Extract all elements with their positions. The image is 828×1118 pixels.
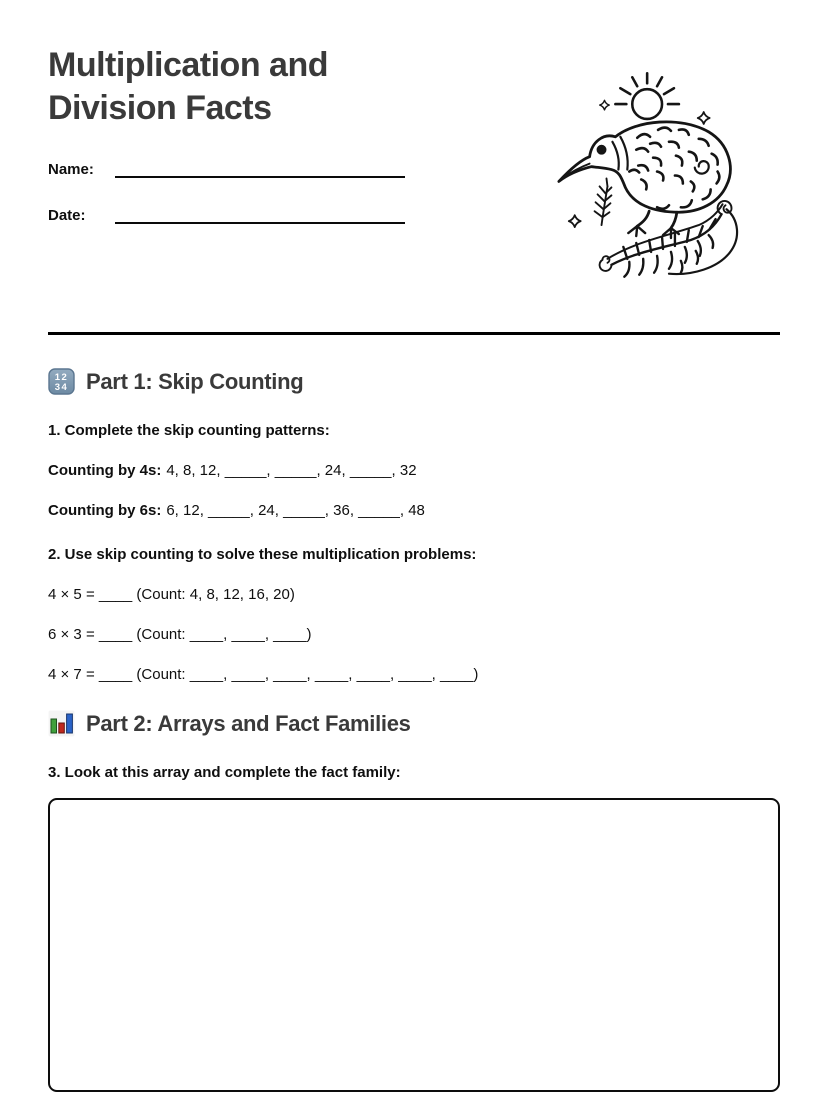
name-write-line (115, 157, 405, 178)
problem-4x5: 4 × 5 = ____ (Count: 4, 8, 12, 16, 20) (48, 586, 295, 603)
page-title (48, 0, 478, 129)
sun-icon (615, 73, 678, 119)
page-title-line2: Division Facts (48, 88, 272, 127)
kiwi-neck-stripes (612, 137, 627, 170)
part2-heading-text: Part 2: Arrays and Fact Families (86, 710, 411, 736)
question-1: 1. Complete the skip counting patterns: (48, 422, 330, 439)
svg-text:12: 12 (54, 372, 69, 383)
name-label: Name: (48, 161, 94, 178)
fern-sprig (595, 178, 612, 225)
counting-by-4s-sequence: 4, 8, 12, _____, _____, 24, _____, 32 (166, 462, 417, 479)
date-write-line (115, 203, 405, 224)
svg-text:34: 34 (54, 382, 69, 393)
problem-4x7: 4 × 7 = ____ (Count: ____, ____, ____, ____, ____, ____, ____) (48, 666, 479, 683)
bar-chart-icon (48, 710, 75, 737)
question-3: 3. Look at this array and complete the fact family: (48, 764, 401, 781)
page-title-line1: Multiplication and (48, 46, 328, 84)
counting-by-6s-row (48, 502, 780, 519)
problem-6x3: 6 × 3 = ____ (Count: ____, ____, ____) (48, 626, 312, 643)
kiwi-bird-sun-fern-illustration (542, 60, 790, 294)
counting-by-6s-sequence: 6, 12, _____, 24, _____, 36, _____, 48 (166, 502, 425, 519)
date-label: Date: (48, 207, 86, 224)
counting-by-6s-label: Counting by 6s: (48, 502, 162, 519)
kiwi-feather-pattern (629, 128, 719, 209)
array-box (48, 798, 780, 1092)
input-numbers-icon (48, 368, 75, 395)
counting-by-4s-row (48, 462, 780, 479)
part2-heading (48, 710, 780, 737)
part1-heading-text: Part 1: Skip Counting (86, 368, 304, 394)
part1-heading (48, 368, 780, 395)
section-divider (48, 332, 780, 335)
counting-by-4s-label: Counting by 4s: (48, 462, 162, 479)
question-2: 2. Use skip counting to solve these multiplication problems: (48, 546, 477, 563)
